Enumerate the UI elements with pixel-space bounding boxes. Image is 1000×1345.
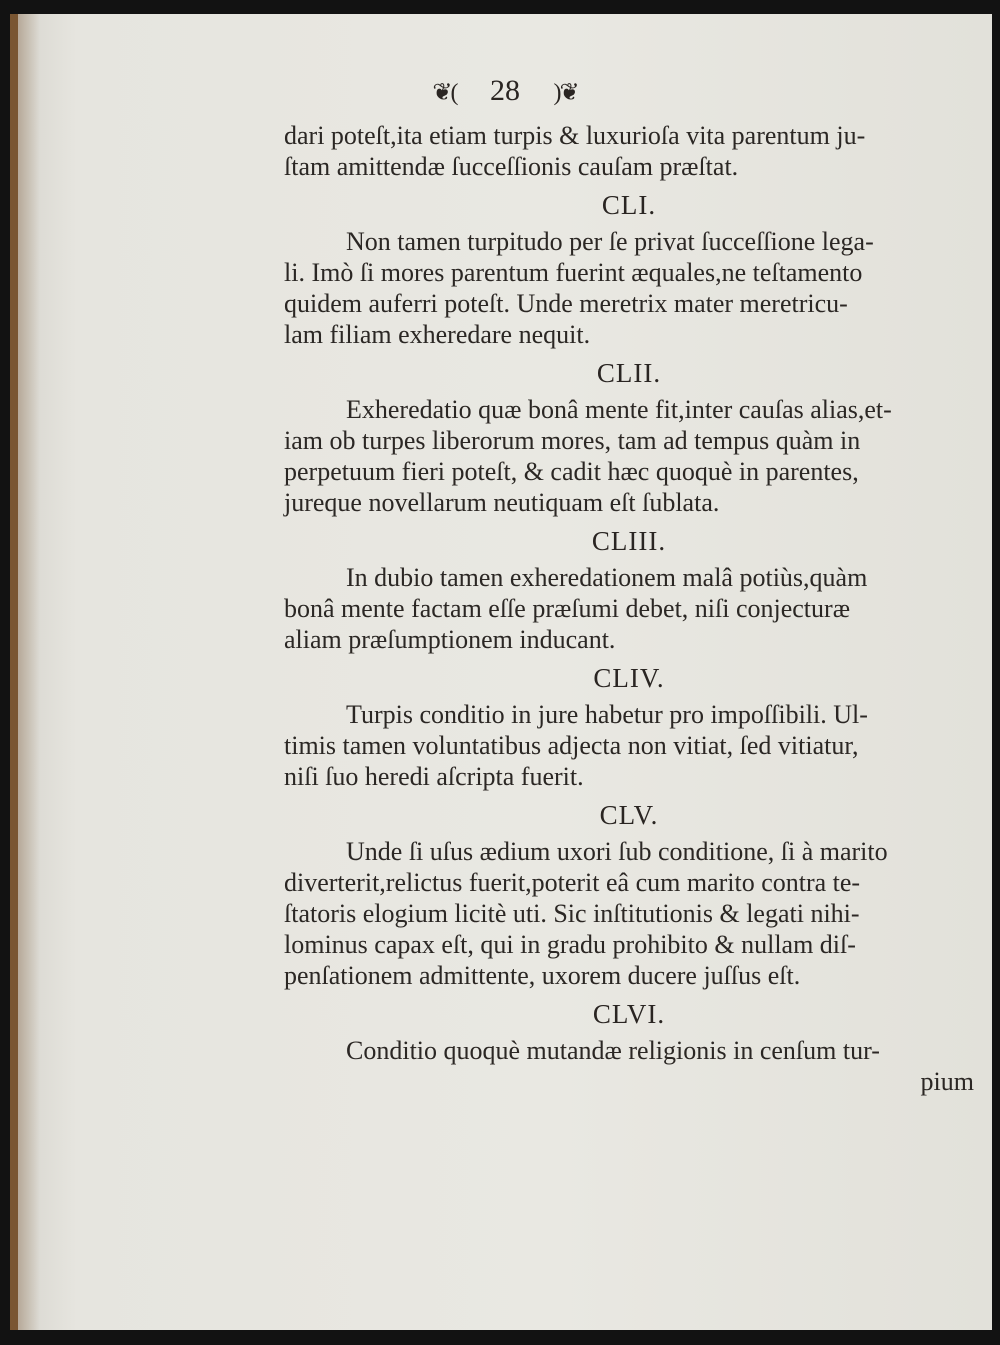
text-line: perpetuum fieri poteſt, & cadit hæc quoquè in parentes,: [284, 457, 859, 486]
page-number: 28: [490, 74, 520, 107]
text-line: dari poteſt,ita etiam turpis & luxurioſa vita parentum ju-: [284, 121, 866, 150]
text-line: iam ob turpes liberorum mores, tam ad tempus quàm in: [284, 426, 861, 455]
text-line: niſi ſuo heredi aſcripta fuerit.: [284, 762, 584, 791]
text-line: penſationem admittente, uxorem ducere juſſus eſt.: [284, 961, 801, 990]
text-line: quidem auferri poteſt. Unde meretrix mater meretricu-: [284, 289, 848, 318]
text-line: Turpis conditio in jure habetur pro impoſſibili. Ul-: [346, 700, 868, 729]
text-line: Conditio quoquè mutandæ religionis in cenſum tur-: [346, 1036, 880, 1065]
section-heading: CLVI.: [592, 999, 666, 1029]
text-line: ſtam amittendæ ſucceſſionis cauſam præſtat.: [284, 152, 739, 181]
catchword: pium: [920, 1067, 974, 1096]
text-line: Unde ſi uſus ædium uxori ſub conditione, ſi à marito: [346, 837, 888, 866]
text-line: li. Imò ſi mores parentum fuerint æquales,ne teſtamento: [284, 258, 863, 287]
section-heading: CLII.: [596, 358, 662, 388]
text-line: aliam præſumptionem inducant.: [284, 625, 616, 654]
text-line: lominus capax eſt, qui in gradu prohibito & nullam diſ-: [284, 930, 856, 959]
text-line: ſtatoris elogium licitè uti. Sic inſtitutionis & legati nihi-: [284, 899, 860, 928]
text-line: jureque novellarum neutiquam eſt ſublata.: [284, 488, 720, 517]
section-heading: CLIV.: [593, 663, 665, 693]
book-page: [10, 14, 992, 1330]
text-line: Exheredatio quæ bonâ mente fit,inter cauſas alias,et-: [346, 395, 892, 424]
text-line: bonâ mente factam eſſe præſumi debet, niſi conjecturæ: [284, 594, 851, 623]
section-heading: CLV.: [599, 800, 659, 830]
text-line: In dubio tamen exheredationem malâ potiùs,quàm: [346, 563, 868, 592]
ornament-right-icon: )❦: [553, 80, 578, 106]
section-heading: CLI.: [601, 190, 657, 220]
text-line: Non tamen turpitudo per ſe privat ſucceſſione lega-: [346, 227, 874, 256]
ornament-left-icon: ❦(: [432, 80, 457, 106]
section-heading: CLIII.: [591, 526, 667, 556]
page-body: [284, 120, 974, 1097]
text-line: diverterit,relictus fuerit,poterit eâ cum marito contra te-: [284, 868, 861, 897]
text-line: lam filiam exheredare nequit.: [284, 320, 591, 349]
text-line: timis tamen voluntatibus adjecta non vitiat, ſed vitiatur,: [284, 731, 859, 760]
page-header: [18, 74, 992, 108]
catchword-line: [284, 1066, 974, 1097]
